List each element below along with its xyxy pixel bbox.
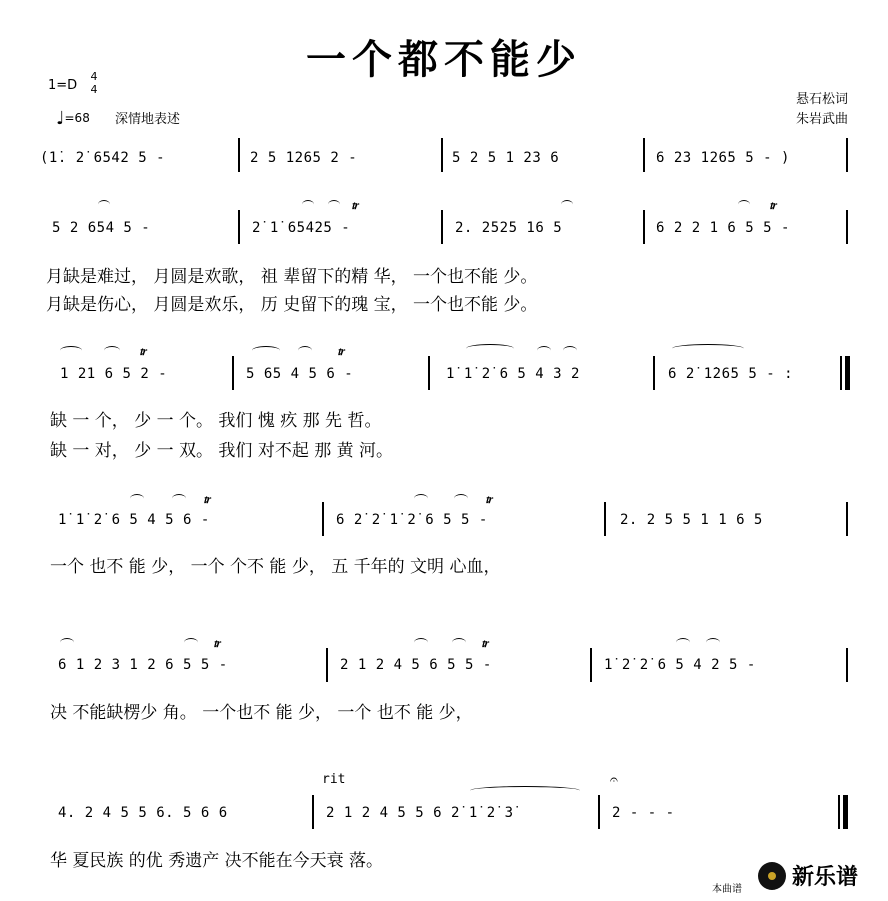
measure-2-3: 2. 2525 16 5: [455, 220, 563, 236]
measure-1-2: 2 5 1265 2 -: [250, 150, 358, 166]
composer: 朱岩武曲: [795, 112, 848, 127]
ornament-icon: 𝆖: [338, 344, 345, 358]
barline: [238, 210, 240, 244]
barline: [846, 138, 848, 172]
measure-3-4: 6 2̇ 1̇265 5 - :: [668, 366, 794, 382]
slur: [298, 346, 312, 355]
slur: [130, 494, 144, 503]
slur: [470, 786, 580, 795]
fermata-icon: 𝄐: [610, 772, 618, 788]
slur: [98, 200, 110, 209]
repeat-barline: [840, 356, 842, 390]
barline: [326, 648, 328, 682]
barline: [643, 138, 645, 172]
barline: [312, 795, 314, 829]
barline: [441, 210, 443, 244]
measure-4-2: 6 2̇ 2̇ 1̇ 2̇ 6 5 5 -: [336, 512, 488, 528]
repeat-barline-thick: [845, 356, 850, 390]
slur: [454, 494, 468, 503]
measure-3-1: 1 21 6 5 2 -: [60, 366, 168, 382]
song-title: 一个都不能少: [306, 36, 582, 83]
barline: [643, 210, 645, 244]
slur: [706, 638, 720, 647]
measure-5-2: 2 1 2 4 5 6 5 5 -: [340, 657, 492, 673]
slur: [466, 344, 514, 353]
barline: [590, 648, 592, 682]
ornament-icon: 𝆖: [214, 636, 221, 650]
ritardando-marking: rit: [322, 772, 346, 787]
final-barline-thick: [843, 795, 848, 829]
lyric-line-1: 月缺是难过， 月圆是欢歌， 祖 辈留下的精 华， 一个也不能 少。: [46, 267, 538, 287]
lyric-line-2: 月缺是伤心， 月圆是欢乐， 历 史留下的瑰 宝， 一个也不能 少。: [46, 295, 538, 315]
barline: [604, 502, 606, 536]
slur: [414, 494, 428, 503]
slur: [563, 346, 577, 355]
measure-4-1: 1̇ 1̇ 2̇ 6 5 4 5 6 -: [58, 512, 210, 528]
barline: [428, 356, 430, 390]
barline: [846, 502, 848, 536]
lyric-line-4: 缺 一 对， 少 一 双。 我们 对不起 那 黄 河。: [50, 441, 394, 461]
time-signature: [88, 70, 100, 96]
slur: [676, 638, 690, 647]
measure-6-2: 2 1 2 4 5 5 6 2̇ 1̇ 2̇ 3̇: [326, 805, 514, 821]
footer-text: 本曲谱: [712, 884, 742, 895]
measure-5-3: 1̇ 2̇ 2̇ 6 5 4 2 5 -: [604, 657, 756, 673]
slur: [537, 346, 551, 355]
measure-6-3: 2 - - -: [612, 805, 675, 821]
final-barline: [838, 795, 840, 829]
barline: [653, 356, 655, 390]
measure-2-2: 2̇ 1̇ 65425 -: [252, 220, 351, 236]
slur: [184, 638, 198, 647]
tempo-value: =68: [64, 111, 90, 125]
slur: [252, 346, 280, 355]
ornament-icon: 𝆖: [770, 198, 777, 212]
site-logo[interactable]: [758, 860, 858, 891]
quarter-note-icon: ♩: [56, 108, 65, 129]
meter-bottom: 4: [90, 83, 98, 96]
tempo-marking: [56, 108, 90, 129]
ornament-icon: 𝆖: [352, 198, 359, 212]
barline: [846, 648, 848, 682]
brand-name: 新乐谱: [792, 865, 859, 890]
ornament-icon: 𝆖: [204, 492, 211, 506]
measure-1-3: 5 2 5 1 23 6: [452, 150, 560, 166]
expression-marking: 深情地表述: [115, 112, 181, 127]
lyric-line-5: 一个 也不 能 少， 一个 个不 能 少， 五 千年的 文明 心血，: [50, 557, 501, 577]
barline: [846, 210, 848, 244]
slur: [302, 200, 314, 209]
lyric-line-7: 华 夏民族 的优 秀遗产 决不能在今天衰 落。: [50, 851, 384, 871]
ornament-icon: 𝆖: [486, 492, 493, 506]
measure-3-3: 1̇ 1̇ 2̇ 6 5 4 3 2: [446, 366, 580, 382]
meter-top: 4: [90, 70, 98, 83]
slur: [561, 200, 573, 209]
measure-6-1: 4. 2 4 5 5 6. 5 6 6: [58, 805, 228, 821]
barline: [322, 502, 324, 536]
slur: [60, 638, 74, 647]
key-signature: 1=D: [48, 78, 78, 93]
lyricist: 悬石松词: [795, 92, 848, 107]
slur: [738, 200, 750, 209]
slur: [172, 494, 186, 503]
slur: [60, 346, 82, 355]
measure-3-2: 5 65 4 5 6 -: [246, 366, 354, 382]
measure-2-4: 6 2 2 1 6 5 5 -: [656, 220, 790, 236]
slur: [452, 638, 466, 647]
lyric-line-3: 缺 一 个， 少 一 个。 我们 愧 疚 那 先 哲。: [50, 411, 382, 431]
slur: [672, 344, 744, 353]
barline: [238, 138, 240, 172]
measure-1-4: 6 23 1265 5 - ): [656, 150, 790, 166]
ornament-icon: 𝆖: [482, 636, 489, 650]
barline: [441, 138, 443, 172]
measure-4-3: 2. 2 5 5 1 1 6 5: [620, 512, 763, 528]
ornament-icon: 𝆖: [140, 344, 147, 358]
lyric-line-6: 决 不能缺楞少 角。 一个也不 能 少， 一个 也不 能 少，: [50, 703, 473, 723]
barline: [598, 795, 600, 829]
measure-5-1: 6 1 2 3 1 2 6 5 5 -: [58, 657, 228, 673]
slur: [414, 638, 428, 647]
measure-1-1: (1̇. 2̇ 6542 5 -: [40, 150, 166, 166]
barline: [232, 356, 234, 390]
record-disc-icon: [758, 862, 786, 890]
measure-2-1: 5 2 654 5 -: [52, 220, 151, 236]
slur: [104, 346, 120, 355]
slur: [328, 200, 340, 209]
